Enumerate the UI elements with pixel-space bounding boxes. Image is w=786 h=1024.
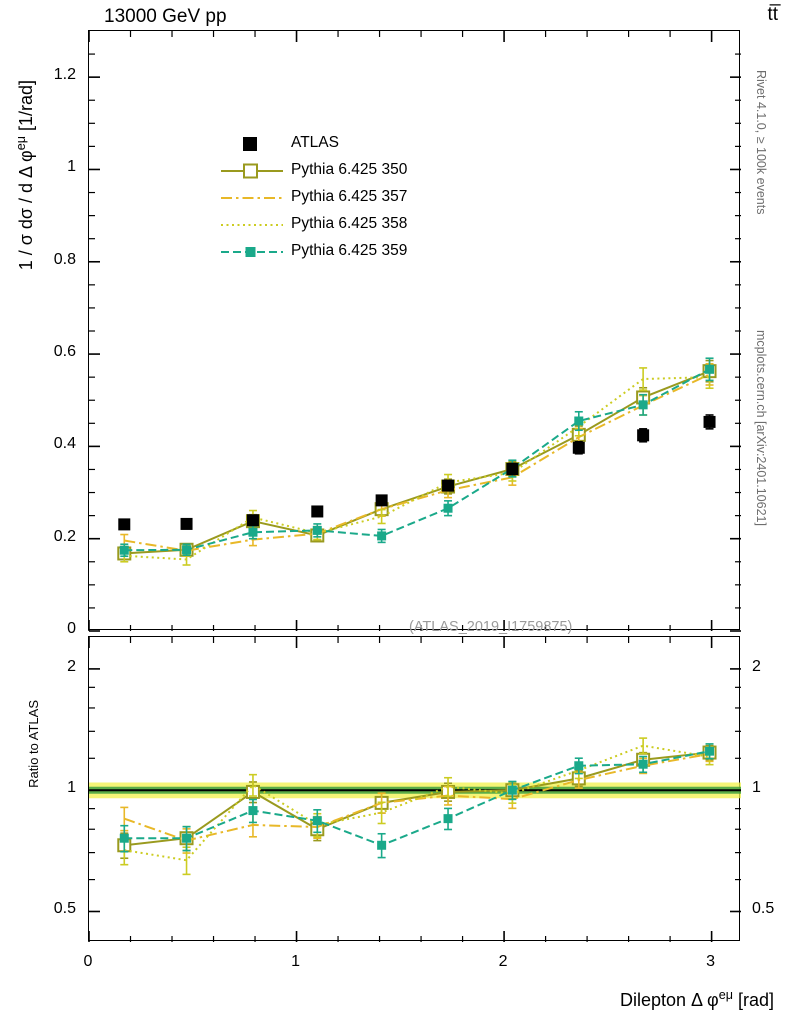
x-tick-0: 0 <box>83 953 93 970</box>
legend-marker-0 <box>219 131 285 157</box>
y-tick-ratio-left-0.5: 0.5 <box>53 900 76 918</box>
y-axis-label-main-sup: eμ <box>14 136 28 151</box>
x-axis-label-sup: eμ <box>718 988 733 1002</box>
x-tick-3: 3 <box>706 953 716 970</box>
y-tick-ratio-left-2: 2 <box>67 657 76 675</box>
y-tick-main-0.4: 0.4 <box>53 435 76 453</box>
y-tick-ratio-right-0.5: 0.5 <box>752 900 775 918</box>
y-tick-main-1: 1 <box>67 158 76 176</box>
legend-marker-4 <box>219 239 285 265</box>
x-axis-label-text: Dilepton Δ φ <box>619 990 719 1010</box>
main-plot-canvas <box>89 31 741 631</box>
y-tick-main-0: 0 <box>67 620 76 637</box>
x-tick-1: 1 <box>291 953 300 970</box>
y-tick-main-0.8: 0.8 <box>53 250 76 268</box>
ratio-plot-panel <box>88 636 740 941</box>
y-axis-label-main-text: 1 / σ dσ / d Δ φ <box>16 150 36 271</box>
y-axis-label-ratio: Ratio to ATLAS <box>26 700 41 788</box>
legend-label-1: Pythia 6.425 350 <box>291 161 408 178</box>
legend-label-4: Pythia 6.425 359 <box>291 242 408 259</box>
legend-marker-1 <box>219 158 285 184</box>
main-plot-panel <box>88 30 740 635</box>
header-left: 13000 GeV pp <box>104 6 227 27</box>
y-tick-ratio-right-1: 1 <box>752 779 761 797</box>
arxiv-caption: mcplots.cern.ch [arXiv:2401.10621] <box>754 330 768 526</box>
legend-marker-2 <box>219 185 285 211</box>
y-tick-main-0.6: 0.6 <box>53 343 76 361</box>
y-tick-ratio-right-2: 2 <box>752 657 761 675</box>
y-tick-ratio-left-1: 1 <box>67 779 76 797</box>
legend-label-0: ATLAS <box>291 134 339 151</box>
rivet-caption: Rivet 4.1.0, ≥ 100k events <box>754 70 768 215</box>
x-axis-label <box>620 988 774 1011</box>
header-right: tt̅ <box>767 4 778 25</box>
y-tick-main-1.2: 1.2 <box>53 66 76 84</box>
ratio-plot-canvas <box>89 637 741 942</box>
legend-label-2: Pythia 6.425 357 <box>291 188 408 205</box>
analysis-watermark: (ATLAS_2019_I1759875) <box>409 619 573 635</box>
y-tick-main-0.2: 0.2 <box>53 527 76 545</box>
x-axis-label-unit: [rad] <box>732 990 774 1010</box>
x-tick-2: 2 <box>498 953 508 970</box>
legend-label-3: Pythia 6.425 358 <box>291 215 408 232</box>
y-axis-label-main-unit: [1/rad] <box>16 80 36 137</box>
legend-marker-3 <box>219 212 285 238</box>
